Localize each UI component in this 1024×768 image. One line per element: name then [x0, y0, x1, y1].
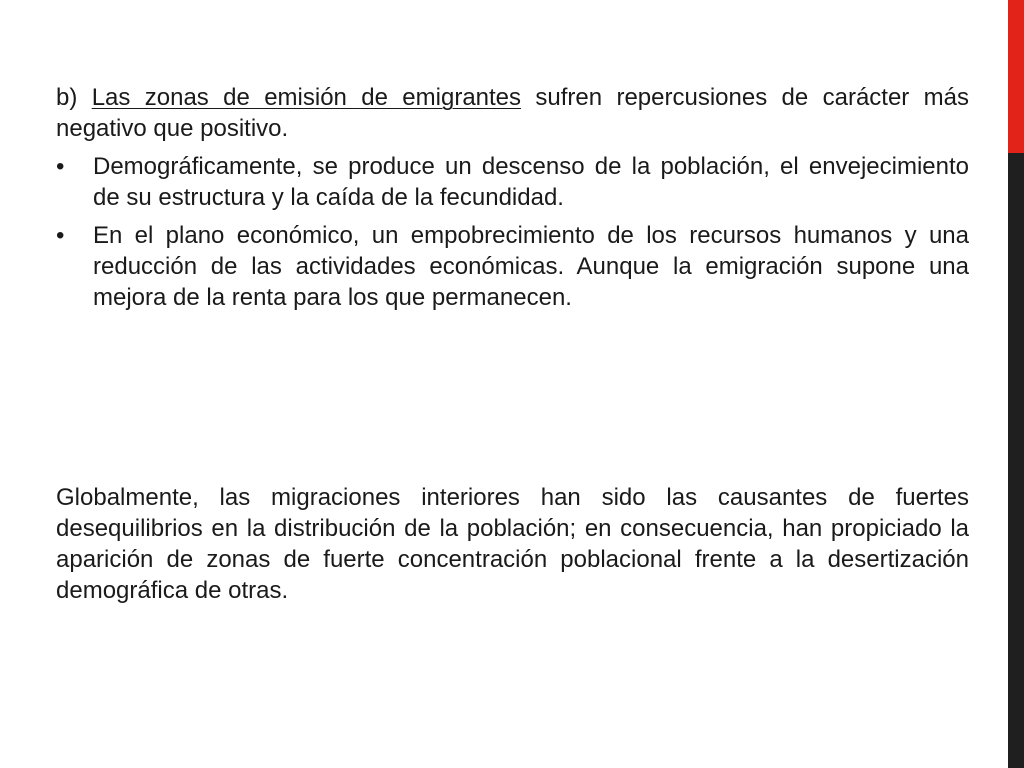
bullet-icon: • — [56, 222, 65, 249]
bullet-icon: • — [56, 153, 65, 180]
bullet-list — [56, 151, 969, 313]
intro-rest: sufren repercusiones de carácter más negativo que positivo. — [56, 84, 969, 142]
side-accent-red — [1008, 0, 1024, 153]
intro-underlined-phrase: Las zonas de emisión de emigrantes — [91, 84, 522, 111]
side-accent-dark — [1008, 153, 1024, 768]
intro-prefix: b) — [56, 84, 92, 111]
slide-body — [56, 82, 969, 320]
bullet-item-demographic — [56, 151, 969, 213]
intro-paragraph — [56, 82, 969, 144]
bullet-text: Demográficamente, se produce un descenso de la población, el envejecimiento de su estructura y la caída de la fecundidad. — [93, 153, 969, 211]
bullet-text: En el plano económico, un empobrecimiento de los recursos humanos y una reducción de las actividades económicas. Aunque la emigración supone una mejora de la renta para los que permanecen. — [93, 222, 969, 311]
bullet-item-economic — [56, 220, 969, 313]
side-accent-bar — [1008, 0, 1024, 768]
conclusion-paragraph: Globalmente, las migraciones interiores han sido las causantes de fuertes desequilibrios en la distribución de la población; en consecuencia, han propiciado la aparición de zonas de fuerte concentración poblacional frente a la desertización demográfica de otras. — [56, 484, 969, 604]
